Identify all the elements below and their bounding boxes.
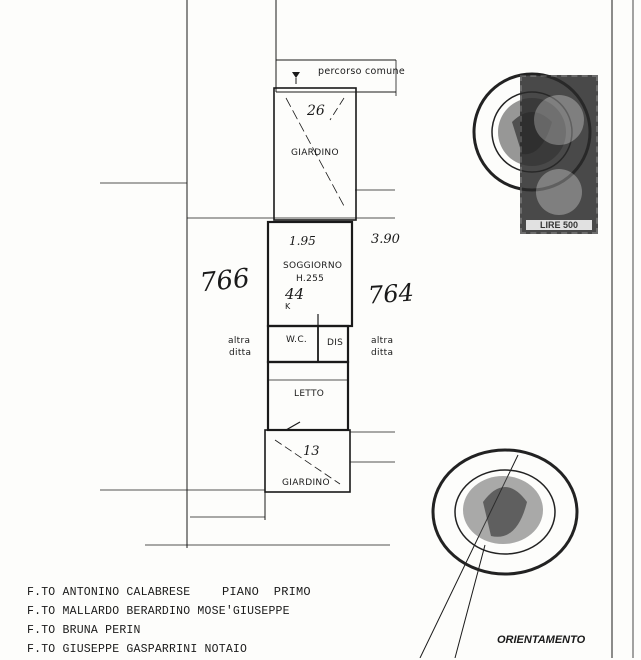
signature-line-1: F.TO ANTONINO CALABRESE: [27, 586, 191, 599]
living-room-mark: 44: [285, 285, 305, 303]
percorso-comune-label: percorso comune: [318, 66, 405, 77]
neighbor-left-line1: altra: [228, 336, 251, 346]
dimension-right: 3.90: [371, 232, 400, 247]
floor-label: PIANO PRIMO: [222, 585, 311, 599]
revenue-stamp-value: LIRE 500: [526, 220, 592, 230]
neighbor-left-line2: ditta: [229, 348, 252, 358]
dimension-left: 1.95: [289, 234, 316, 248]
parcel-number-right: 764: [367, 278, 415, 310]
ceiling-height-label: H.255: [296, 274, 325, 284]
garden-top-label: GIARDINO: [291, 148, 339, 158]
signature-line-4: F.TO GIUSEPPE GASPARRINI NOTAIO: [27, 643, 248, 656]
signature-line-3: F.TO BRUNA PERIN: [27, 624, 141, 637]
revenue-stamp: [520, 75, 598, 234]
bedroom-label: LETTO: [294, 389, 325, 399]
living-room-mark-sub: K: [285, 302, 291, 311]
signature-line-2: F.TO MALLARDO BERARDINO MOSE'GIUSEPPE: [27, 605, 290, 618]
parcel-number-left: 766: [198, 263, 252, 299]
notary-seal-bottom: [425, 442, 585, 582]
garden-bottom-number: 13: [303, 444, 320, 459]
neighbor-right-line2: ditta: [371, 348, 394, 358]
wc-label: W.C.: [286, 335, 308, 345]
garden-top-number: 26: [307, 103, 325, 119]
dis-label: DIS: [327, 338, 344, 348]
garden-bottom-label: GIARDINO: [282, 478, 330, 488]
neighbor-right-line1: altra: [371, 336, 394, 346]
orientation-label: ORIENTAMENTO: [497, 634, 586, 646]
living-room-label: SOGGIORNO: [283, 261, 343, 271]
